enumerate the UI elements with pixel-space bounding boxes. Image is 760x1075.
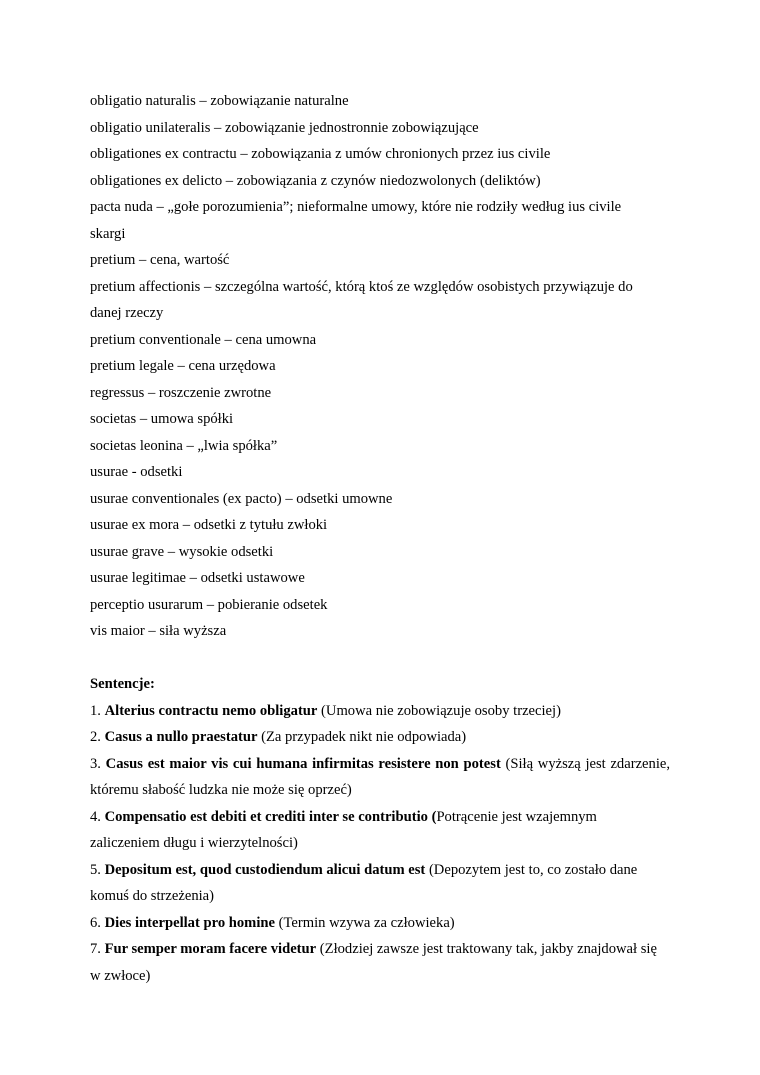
- sentence-number: 2.: [90, 729, 105, 745]
- section-spacer: [90, 645, 670, 672]
- glossary-line: usurae grave – wysokie odsetki: [90, 543, 274, 560]
- sentence-latin: Casus a nullo praestatur: [104, 729, 258, 745]
- glossary-line: obligationes ex delicto – zobowiązania z czynów niedozwolonych (deliktów): [90, 172, 541, 189]
- glossary-line: societas – umowa spółki: [90, 411, 234, 427]
- sentence-latin: Depositum est, quod custodiendum alicui datum est: [104, 861, 426, 878]
- glossary-line: societas leonina – „lwia spółka”: [90, 437, 278, 454]
- sentence-translation: (Złodziej zawsze jest traktowany tak, jakby znajdował się w zwłoce): [90, 941, 657, 984]
- glossary-line: obligatio unilateralis – zobowiązanie jednostronnie zobowiązujące: [90, 119, 479, 136]
- sentence-item: [90, 910, 670, 937]
- sentence-translation: Potrącenie jest wzajemnym zaliczeniem długu i wierzytelności): [90, 808, 597, 851]
- sentence-number: 3.: [90, 755, 106, 772]
- sentence-number: 1.: [90, 702, 105, 719]
- sentence-translation: (Termin wzywa za człowieka): [274, 914, 455, 931]
- glossary-line: regressus – roszczenie zwrotne: [90, 384, 272, 401]
- sentence-latin: Compensatio est debiti et crediti inter se contributio (: [104, 808, 437, 825]
- sentence-item: [90, 936, 670, 989]
- sentence-item: [90, 724, 670, 751]
- glossary-line: pretium affectionis – szczególna wartość, którą ktoś ze względów osobistych przywiązuje do: [90, 278, 633, 295]
- sentence-translation: (Za przypadek nikt nie odpowiada): [257, 729, 467, 745]
- glossary-line: danej rzeczy: [90, 305, 164, 321]
- sentence-item: [90, 804, 670, 857]
- sentence-latin: Casus est maior vis cui humana infirmitas resistere non potest: [105, 755, 501, 772]
- document-page: [90, 88, 670, 989]
- sentence-latin: Fur semper moram facere videtur: [104, 941, 317, 957]
- glossary-line: obligationes ex contractu – zobowiązania z umów chronionych przez ius civile: [90, 146, 551, 162]
- glossary-line: obligatio naturalis – zobowiązanie naturalne: [90, 93, 349, 109]
- sentence-number: 7.: [90, 941, 105, 957]
- glossary-line: usurae legitimae – odsetki ustawowe: [90, 570, 305, 586]
- sentence-number: 6.: [90, 914, 105, 931]
- glossary-line: pretium – cena, wartość: [90, 252, 230, 268]
- glossary-line: pretium legale – cena urzędowa: [90, 358, 276, 374]
- sentence-item: [90, 698, 670, 725]
- glossary-line: skargi: [90, 225, 126, 242]
- sentence-translation: (Siłą wyższą jest zdarzenie, któremu słabość ludzka nie może się oprzeć): [90, 755, 670, 798]
- sentences-heading: Sentencje:: [90, 676, 155, 692]
- sentences-list: [90, 698, 670, 990]
- sentence-translation: (Umowa nie zobowiązuje osoby trzeciej): [317, 702, 561, 719]
- sentence-latin: Dies interpellat pro homine: [104, 914, 275, 931]
- glossary-line: vis maior – siła wyższa: [90, 623, 227, 639]
- sentence-latin: Alterius contractu nemo obligatur: [104, 702, 318, 719]
- glossary-line: perceptio usurarum – pobieranie odsetek: [90, 596, 328, 613]
- glossary-line: pretium conventionale – cena umowna: [90, 331, 317, 348]
- glossary-list: [90, 88, 670, 645]
- sentence-number: 4.: [90, 808, 105, 825]
- sentence-number: 5.: [90, 861, 105, 878]
- sentence-item: [90, 751, 670, 804]
- glossary-line: usurae ex mora – odsetki z tytułu zwłoki: [90, 517, 328, 533]
- glossary-line: usurae conventionales (ex pacto) – odsetki umowne: [90, 490, 393, 507]
- sentence-translation: (Depozytem jest to, co zostało dane komuś do strzeżenia): [90, 861, 638, 904]
- sentence-item: [90, 857, 670, 910]
- glossary-line: pacta nuda – „gołe porozumienia”; nieformalne umowy, które nie rodziły według ius civile: [90, 199, 622, 215]
- glossary-line: usurae - odsetki: [90, 464, 183, 480]
